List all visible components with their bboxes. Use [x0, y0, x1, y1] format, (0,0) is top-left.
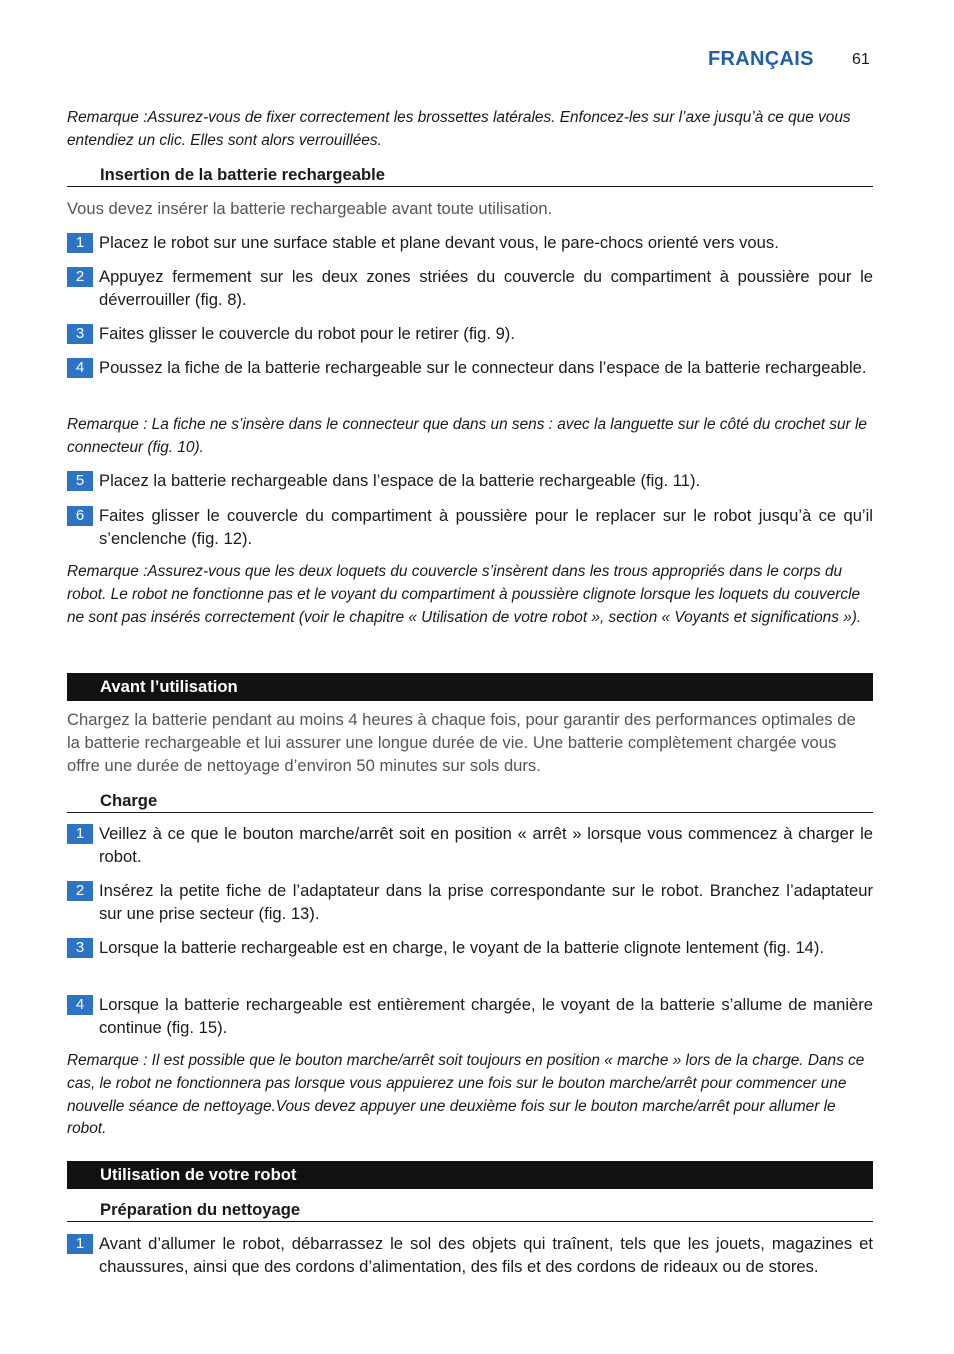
step-number: 4	[67, 995, 93, 1015]
step-text: Lorsque la batterie rechargeable est en charge, le voyant de la batterie clignote lentement (fig. 14).	[99, 938, 825, 957]
step-text: Insérez la petite fiche de l’adaptateur dans la prise correspondante sur le robot. Branchez l’adaptateur sur une prise secteur (fig. 13).	[99, 881, 873, 923]
step-text: Lorsque la batterie rechargeable est entièrement chargée, le voyant de la batterie s’allume de manière continue (fig. 15).	[99, 995, 873, 1037]
subheading-charge	[67, 790, 873, 813]
battery-step	[67, 470, 873, 493]
battery-step	[67, 266, 873, 312]
language-label: FRANÇAIS	[708, 48, 814, 70]
section-bar-before-use	[67, 673, 873, 701]
section-title: Avant l’utilisation	[100, 677, 238, 696]
section-title: Utilisation de votre robot	[100, 1165, 297, 1184]
step-number: 1	[67, 824, 93, 844]
subheading-cleaning-preparation-label: Préparation du nettoyage	[100, 1200, 301, 1219]
charge-step	[67, 823, 873, 869]
step-number: 6	[67, 506, 93, 526]
step-number: 1	[67, 233, 93, 253]
battery-intro: Vous devez insérer la batterie rechargeable avant toute utilisation.	[67, 199, 553, 218]
step-text: Faites glisser le couvercle du compartiment à poussière pour le replacer sur le robot jusqu’à ce qu’il s’enclenche (fig. 12).	[99, 506, 873, 548]
charge-step	[67, 880, 873, 926]
step-text: Placez la batterie rechargeable dans l’espace de la batterie rechargeable (fig. 11).	[99, 471, 701, 490]
step-text: Avant d’allumer le robot, débarrassez le sol des objets qui traînent, tels que les jouets, magazines et chaussures, ainsi que des cordons d’alimentation, des fils et des cordons de rideaux ou de stores.	[99, 1234, 873, 1276]
battery-step	[67, 323, 873, 346]
note-cover-latches: Remarque :Assurez-vous que les deux loquets du couvercle s’insèrent dans les trous appropriés dans le corps du robot. Le robot ne fonctionne pas et le voyant du compartiment à poussière clignote lorsque les loquets du couvercle ne sont pas insérés correctement (voir le chapitre « Utilisation de votre robot », section « Voyants et significations »).	[67, 563, 862, 626]
subheading-charge-label: Charge	[100, 791, 158, 810]
step-text: Poussez la fiche de la batterie rechargeable sur le connecteur dans l’espace de la batterie rechargeable.	[99, 358, 867, 377]
subheading-battery-insertion	[67, 164, 873, 187]
step-text: Faites glisser le couvercle du robot pour le retirer (fig. 9).	[99, 324, 515, 343]
step-text: Veillez à ce que le bouton marche/arrêt soit en position « arrêt » lorsque vous commencez à charger le robot.	[99, 824, 873, 866]
step-number: 3	[67, 324, 93, 344]
battery-step	[67, 357, 873, 380]
before-use-intro: Chargez la batterie pendant au moins 4 heures à chaque fois, pour garantir des performances optimales de la batterie rechargeable et lui assurer une longue durée de vie. Une batterie complètement chargée vous offre une durée de nettoyage d’environ 50 minutes sur sols durs.	[67, 710, 856, 775]
note-on-off-switch: Remarque : Il est possible que le bouton marche/arrêt soit toujours en position « marche » lors de la charge. Dans ce cas, le robot ne fonctionnera pas lorsque vous appuierez une fois sur le bouton marche/arrêt pour commencer une nouvelle séance de nettoyage.Vous devez appuyer une deuxième fois sur le bouton marche/arrêt pour allumer le robot.	[67, 1052, 865, 1138]
preparation-step	[67, 1233, 873, 1279]
charge-step	[67, 937, 873, 960]
step-text: Appuyez fermement sur les deux zones striées du couvercle du compartiment à poussière pour le déverrouiller (fig. 8).	[99, 267, 873, 309]
battery-step	[67, 232, 873, 255]
note-plug-orientation: Remarque : La fiche ne s’insère dans le connecteur que dans un sens : avec la languette sur le côté du crochet sur le connecteur (fig. 10).	[67, 416, 867, 456]
step-number: 2	[67, 267, 93, 287]
page-number: 61	[852, 51, 870, 68]
subheading-cleaning-preparation	[67, 1199, 873, 1222]
step-number: 2	[67, 881, 93, 901]
subheading-battery-insertion-label: Insertion de la batterie rechargeable	[100, 165, 385, 184]
step-number: 5	[67, 471, 93, 491]
step-number: 3	[67, 938, 93, 958]
step-text: Placez le robot sur une surface stable et plane devant vous, le pare-chocs orienté vers vous.	[99, 233, 779, 252]
charge-step	[67, 994, 873, 1040]
note-side-brushes: Remarque :Assurez-vous de fixer correctement les brossettes latérales. Enfoncez-les sur l’axe jusqu’à ce que vous entendiez un clic. Elles sont alors verrouillées.	[67, 109, 851, 149]
section-bar-using-robot	[67, 1161, 873, 1189]
battery-step	[67, 505, 873, 551]
step-number: 4	[67, 358, 93, 378]
step-number: 1	[67, 1234, 93, 1254]
